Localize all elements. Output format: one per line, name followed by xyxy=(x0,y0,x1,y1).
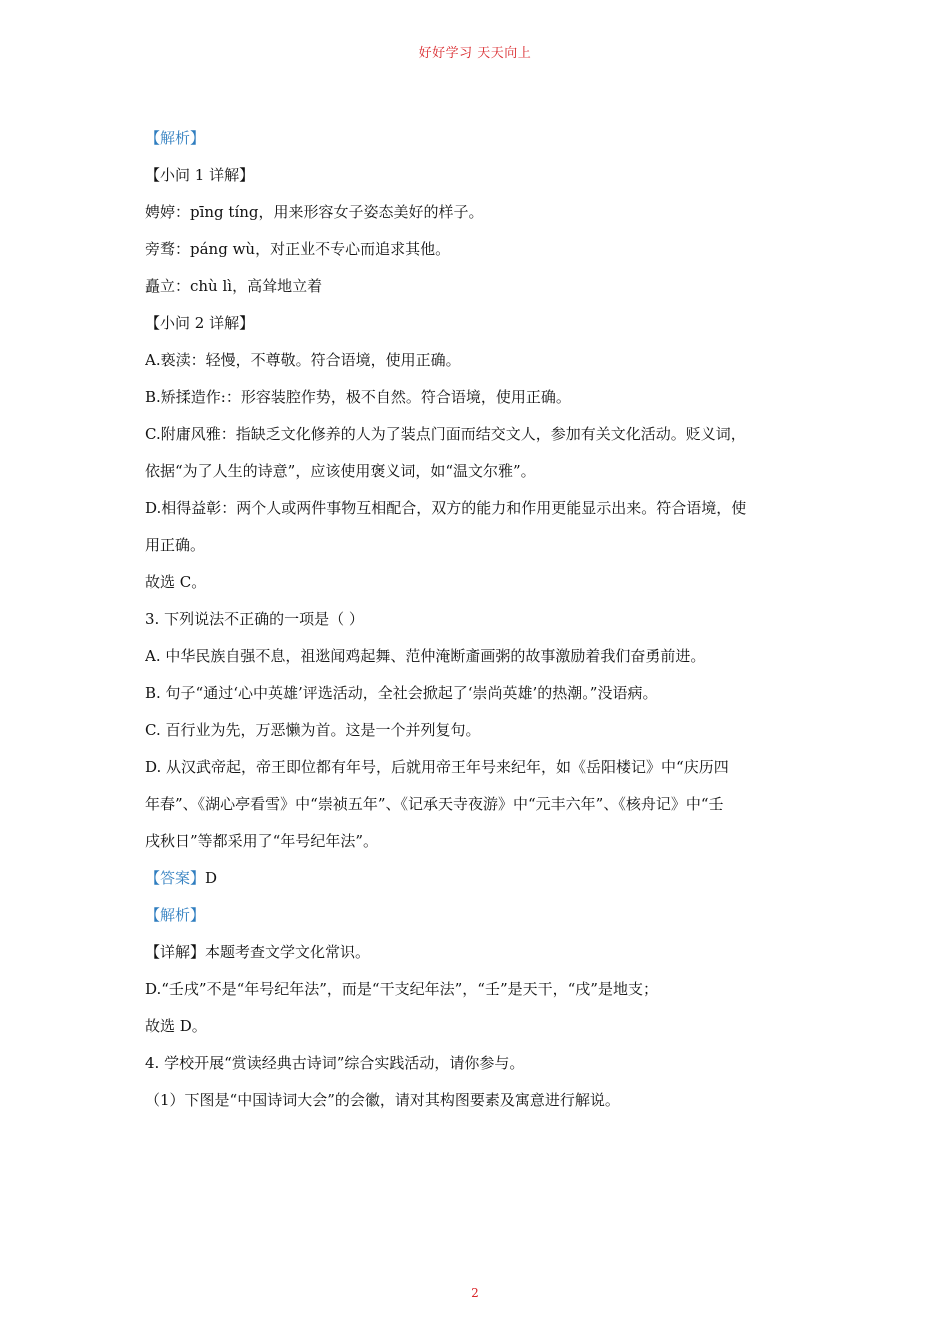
line-text: 年春”、《湖心亭看雪》中“崇祯五年”、《记承天寺夜游》中“元丰六年”、《核舟记》中“壬 xyxy=(145,795,724,813)
text-line xyxy=(145,786,810,823)
page-header: 好好学习 天天向上 xyxy=(418,46,532,61)
text-line xyxy=(145,638,810,675)
section-tag: 【解析】 xyxy=(145,129,206,147)
line-text: 4. 学校开展“赏读经典古诗词”综合实践活动，请你参与。 xyxy=(145,1054,525,1072)
line-text: 依据“为了人生的诗意”，应该使用褒义词，如“温文尔雅”。 xyxy=(145,462,536,480)
line-text: C. 百行业为先，万恶懒为首。这是一个并列复句。 xyxy=(145,721,481,739)
text-line xyxy=(145,860,810,897)
line-text: 故选 D。 xyxy=(145,1017,207,1035)
section-tag: 【答案】 xyxy=(145,869,206,887)
line-text: D xyxy=(205,869,218,887)
text-line xyxy=(145,157,810,194)
text-line xyxy=(145,342,810,379)
text-line xyxy=(145,934,810,971)
text-line xyxy=(145,194,810,231)
line-text: C.附庸风雅：指缺乏文化修养的人为了装点门面而结交文人，参加有关文化活动。贬义词， xyxy=(145,425,746,443)
document-body xyxy=(145,120,810,1119)
text-line xyxy=(145,1008,810,1045)
page-number: 2 xyxy=(471,1286,479,1300)
line-text: 【小问 2 详解】 xyxy=(145,314,255,332)
line-text: （1）下图是“中国诗词大会”的会徽，请对其构图要素及寓意进行解说。 xyxy=(145,1091,620,1109)
line-text: 戌秋日”等都采用了“年号纪年法”。 xyxy=(145,832,379,850)
line-text: 旁骛：páng wù，对正业不专心而追求其他。 xyxy=(145,240,451,258)
line-text: D. 从汉武帝起，帝王即位都有年号，后就用帝王年号来纪年，如《岳阳楼记》中“庆历四 xyxy=(145,758,729,776)
line-text: 用正确。 xyxy=(145,536,206,554)
text-line xyxy=(145,305,810,342)
line-text: A.亵渎：轻慢，不尊敬。符合语境，使用正确。 xyxy=(145,351,461,369)
text-line xyxy=(145,749,810,786)
text-line xyxy=(145,120,810,157)
line-text: B.矫揉造作:：形容装腔作势，极不自然。符合语境，使用正确。 xyxy=(145,388,571,406)
text-line xyxy=(145,564,810,601)
line-text: D.相得益彰：两个人或两件事物互相配合，双方的能力和作用更能显示出来。符合语境，使 xyxy=(145,499,747,517)
line-text: D.“壬戌”不是“年号纪年法”，而是“干支纪年法”，“壬”是天干，“戌”是地支； xyxy=(145,980,658,998)
text-line xyxy=(145,268,810,305)
text-line xyxy=(145,675,810,712)
text-line xyxy=(145,379,810,416)
text-line xyxy=(145,416,810,453)
text-line xyxy=(145,490,810,527)
text-line xyxy=(145,527,810,564)
section-tag: 【解析】 xyxy=(145,906,206,924)
line-text: B. 句子“通过‘心中英雄’评选活动，全社会掀起了‘崇尚英雄’的热潮。”没语病。 xyxy=(145,684,658,702)
text-line xyxy=(145,712,810,749)
line-text: 【详解】本题考查文学文化常识。 xyxy=(145,943,371,961)
text-line xyxy=(145,453,810,490)
text-line xyxy=(145,1082,810,1119)
line-text: 故选 C。 xyxy=(145,573,207,591)
line-text: 3. 下列说法不正确的一项是（ ） xyxy=(145,610,364,628)
line-text: A. 中华民族自强不息，祖逖闻鸡起舞、范仲淹断齑画粥的故事激励着我们奋勇前进。 xyxy=(145,647,706,665)
text-line xyxy=(145,231,810,268)
line-text: 娉婷：pīng tíng，用来形容女子姿态美好的样子。 xyxy=(145,203,484,221)
line-text: 矗立：chù lì，高耸地立着 xyxy=(145,277,323,295)
text-line xyxy=(145,823,810,860)
line-text: 【小问 1 详解】 xyxy=(145,166,255,184)
text-line xyxy=(145,971,810,1008)
text-line xyxy=(145,601,810,638)
text-line xyxy=(145,1045,810,1082)
text-line xyxy=(145,897,810,934)
